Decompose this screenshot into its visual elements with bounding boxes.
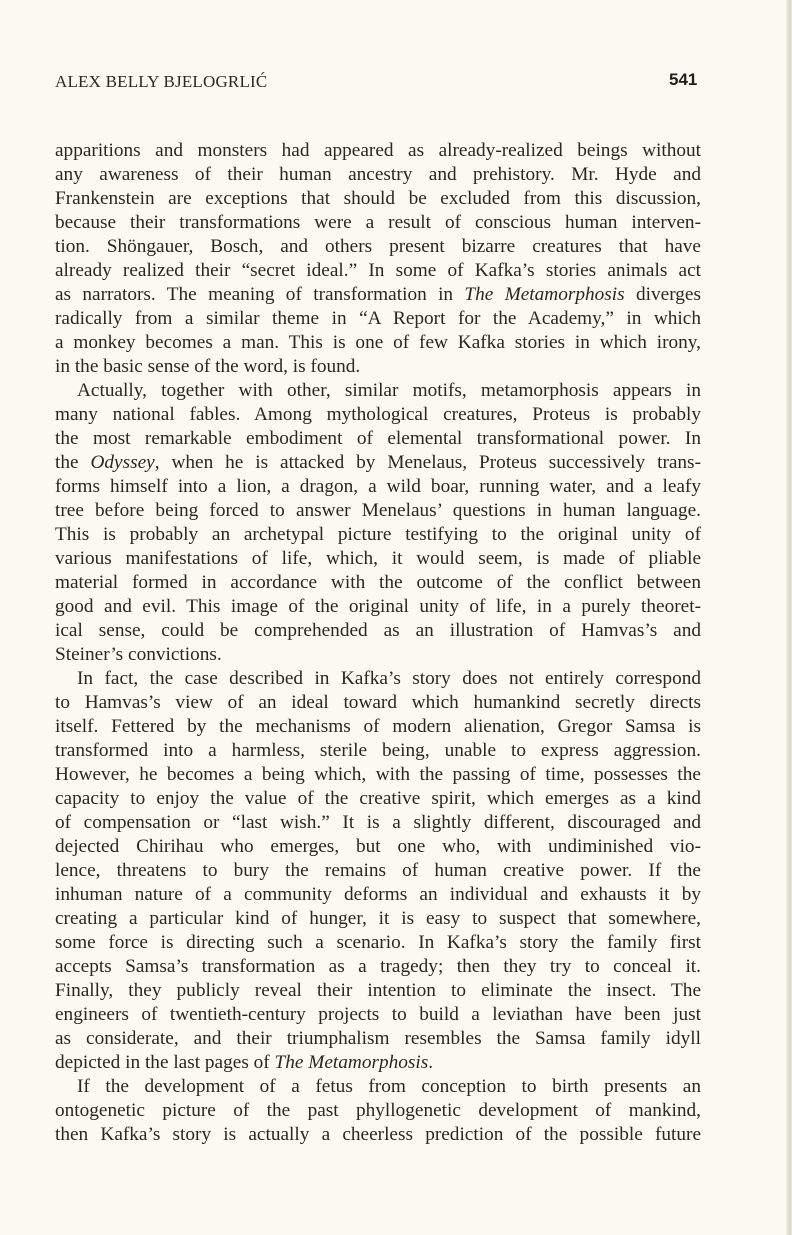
text-line: as narrators. The meaning of transformation in The Metamorphosis diverges xyxy=(55,284,701,305)
text-line: lence, threatens to bury the remains of human creative power. If the xyxy=(55,860,701,881)
text-line: depicted in the last pages of The Metamorphosis. xyxy=(55,1052,434,1073)
text-line: tree before being forced to answer Menelaus’ questions in human language. xyxy=(55,500,701,521)
text-line: a monkey becomes a man. This is one of few Kafka stories in which irony, xyxy=(55,332,701,353)
text-line: dejected Chirihau who emerges, but one who, with undiminished vio- xyxy=(55,836,701,857)
page-edge-shadow xyxy=(786,0,792,1235)
text-line: various manifestations of life, which, it would seem, is made of pliable xyxy=(55,548,701,569)
text-line: ical sense, could be comprehended as an illustration of Hamvas’s and xyxy=(55,620,701,641)
text-line: capacity to enjoy the value of the creative spirit, which emerges as a kind xyxy=(55,788,701,809)
text-line: transformed into a harmless, sterile being, unable to express aggression. xyxy=(55,740,701,761)
page-number: 541 xyxy=(669,70,698,89)
text-line: inhuman nature of a community deforms an individual and exhausts it by xyxy=(55,884,701,905)
text-line: This is probably an archetypal picture testifying to the original unity of xyxy=(55,524,701,545)
paragraph xyxy=(55,139,701,379)
text-line: If the development of a fetus from conception to birth presents an xyxy=(77,1076,701,1097)
text-line: some force is directing such a scenario. In Kafka’s story the family first xyxy=(55,932,701,953)
text-line: the Odyssey, when he is attacked by Menelaus, Proteus successively trans- xyxy=(55,452,701,473)
text-line: because their transformations were a result of conscious human interven- xyxy=(55,212,701,233)
text-line: material formed in accordance with the outcome of the conflict between xyxy=(55,572,701,593)
text-line: Finally, they publicly reveal their intention to eliminate the insect. The xyxy=(55,980,701,1001)
text-line: to Hamvas’s view of an ideal toward which humankind secretly directs xyxy=(55,692,701,713)
text-line: as considerate, and their triumphalism resembles the Samsa family idyll xyxy=(55,1028,701,1049)
text-line: in the basic sense of the word, is found. xyxy=(55,356,361,377)
text-line: the most remarkable embodiment of elemental transformational power. In xyxy=(55,428,701,449)
text-line: engineers of twentieth-century projects to build a leviathan have been just xyxy=(55,1004,701,1025)
italic-title: Odyssey xyxy=(90,452,155,473)
text-line: many national fables. Among mythological creatures, Proteus is probably xyxy=(55,404,701,425)
text-line: apparitions and monsters had appeared as already-realized beings without xyxy=(55,140,701,161)
text-line: radically from a similar theme in “A Report for the Academy,” in which xyxy=(55,308,701,329)
text-line: itself. Fettered by the mechanisms of modern alienation, Gregor Samsa is xyxy=(55,716,701,737)
text-line: Steiner’s convictions. xyxy=(55,644,222,665)
text-line: then Kafka’s story is actually a cheerless prediction of the possible future xyxy=(55,1124,701,1145)
running-head: ALEX BELLY BJELOGRLIĆ xyxy=(55,72,268,91)
text-line: Frankenstein are exceptions that should be excluded from this discussion, xyxy=(55,188,701,209)
paragraph xyxy=(55,379,701,667)
text-line: However, he becomes a being which, with the passing of time, possesses the xyxy=(55,764,701,785)
text-line: accepts Samsa’s transformation as a tragedy; then they try to conceal it. xyxy=(55,956,701,977)
text-line: Actually, together with other, similar motifs, metamorphosis appears in xyxy=(77,380,701,401)
text-line: tion. Shöngauer, Bosch, and others present bizarre creatures that have xyxy=(55,236,701,257)
text-line: creating a particular kind of hunger, it is easy to suspect that somewhere, xyxy=(55,908,701,929)
italic-title: The Metamorphosis xyxy=(464,284,625,305)
text-line: good and evil. This image of the original unity of life, in a purely theoret- xyxy=(55,596,701,617)
text-line: forms himself into a lion, a dragon, a wild boar, running water, and a leafy xyxy=(55,476,701,497)
text-line: ontogenetic picture of the past phyllogenetic development of mankind, xyxy=(55,1100,701,1121)
italic-title: The Metamorphosis xyxy=(274,1052,429,1073)
body-text xyxy=(55,139,701,1147)
paragraph xyxy=(55,667,701,1075)
text-line: In fact, the case described in Kafka’s story does not entirely correspond xyxy=(77,668,701,689)
paragraph xyxy=(55,1075,701,1147)
text-line: already realized their “secret ideal.” In some of Kafka’s stories animals act xyxy=(55,260,701,281)
text-line: of compensation or “last wish.” It is a slightly different, discouraged and xyxy=(55,812,701,833)
text-line: any awareness of their human ancestry and prehistory. Mr. Hyde and xyxy=(55,164,701,185)
